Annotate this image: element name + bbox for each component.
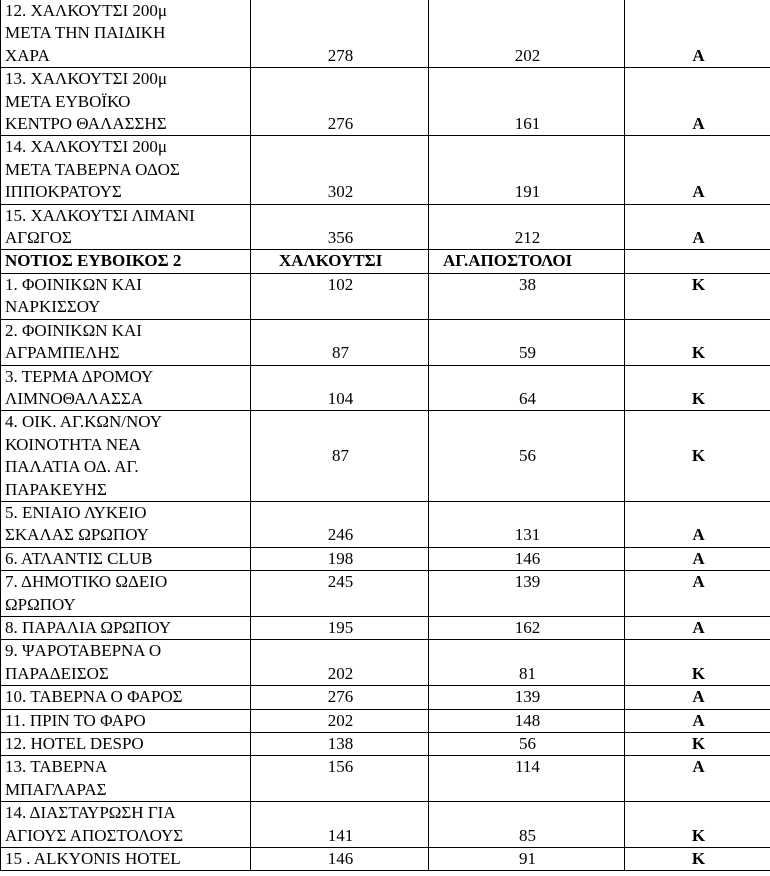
table-row <box>1 136 770 204</box>
class-header-cell <box>625 250 770 273</box>
ag-apostoloi-value-cell: 56 <box>429 733 625 756</box>
class-cell: Α <box>625 0 770 68</box>
class-cell: Α <box>625 204 770 250</box>
table-row <box>1 686 770 709</box>
table-row <box>1 802 770 848</box>
station-name-cell: 14. ΧΑΛΚΟΥΤΣΙ 200μ ΜΕΤΑ ΤΑΒΕΡΝΑ ΟΔΟΣ ΙΠΠΟΚΡΑΤΟΥΣ <box>1 136 251 204</box>
chalkoutsi-value-cell: 195 <box>251 616 429 639</box>
station-name-cell: 3. ΤΕΡΜΑ ΔΡΟΜΟΥ ΛΙΜΝΟΘΑΛΑΣΣΑ <box>1 365 251 411</box>
ag-apostoloi-value-cell: 59 <box>429 319 625 365</box>
class-cell: Κ <box>625 411 770 502</box>
station-name-cell: 15 . ALKYONIS HOTEL <box>1 848 251 871</box>
station-name-cell: 5. ΕΝΙΑΙΟ ΛΥΚΕΙΟ ΣΚΑΛΑΣ ΩΡΩΠΟΥ <box>1 501 251 547</box>
class-cell: Α <box>625 616 770 639</box>
ag-apostoloi-value-cell: 91 <box>429 848 625 871</box>
class-cell: Κ <box>625 848 770 871</box>
table-row <box>1 0 770 68</box>
ag-apostoloi-value-cell: 212 <box>429 204 625 250</box>
chalkoutsi-value-cell: 276 <box>251 686 429 709</box>
station-name-cell: 9. ΨΑΡΟΤΑΒΕΡΝΑ Ο ΠΑΡΑΔΕΙΣΟΣ <box>1 640 251 686</box>
table-row <box>1 848 770 871</box>
chalkoutsi-value-cell: 198 <box>251 547 429 570</box>
table-row <box>1 319 770 365</box>
chalkoutsi-value-cell: 202 <box>251 640 429 686</box>
class-cell: Κ <box>625 319 770 365</box>
table-row <box>1 709 770 732</box>
table-row <box>1 733 770 756</box>
chalkoutsi-value-cell: 156 <box>251 756 429 802</box>
ag-apostoloi-value-cell: 38 <box>429 273 625 319</box>
station-name-cell: 13. ΤΑΒΕΡΝΑ ΜΠΑΓΛΑΡΑΣ <box>1 756 251 802</box>
chalkoutsi-value-cell: 102 <box>251 273 429 319</box>
class-cell: Α <box>625 136 770 204</box>
class-cell: Α <box>625 547 770 570</box>
table-row <box>1 411 770 502</box>
class-cell: Α <box>625 709 770 732</box>
chalkoutsi-value-cell: 202 <box>251 709 429 732</box>
table-row <box>1 273 770 319</box>
ag-apostoloi-value-cell: 114 <box>429 756 625 802</box>
table-row <box>1 756 770 802</box>
ag-apostoloi-value-cell: 161 <box>429 68 625 136</box>
class-cell: Α <box>625 501 770 547</box>
class-cell: Κ <box>625 802 770 848</box>
ag-apostoloi-value-cell: 148 <box>429 709 625 732</box>
ag-apostoloi-value-cell: 139 <box>429 571 625 617</box>
ag-apostoloi-value-cell: 146 <box>429 547 625 570</box>
chalkoutsi-value-cell: 246 <box>251 501 429 547</box>
chalkoutsi-value-cell: 87 <box>251 319 429 365</box>
station-name-cell: 4. ΟΙΚ. ΑΓ.ΚΩΝ/ΝΟΥ ΚΟΙΝΟΤΗΤΑ ΝΕΑ ΠΑΛΑΤΙΑ ΟΔ. ΑΓ. ΠΑΡΑΚΕΥΗΣ <box>1 411 251 502</box>
ag-apostoloi-value-cell: 81 <box>429 640 625 686</box>
station-name-cell: 6. ΑΤΛΑΝΤΙΣ CLUB <box>1 547 251 570</box>
section-title: ΝΟΤΙΟΣ ΕΥΒΟΙΚΟΣ 2 <box>1 250 251 273</box>
table-body <box>1 0 770 871</box>
class-cell: Κ <box>625 640 770 686</box>
chalkoutsi-value-cell: 138 <box>251 733 429 756</box>
chalkoutsi-value-cell: 302 <box>251 136 429 204</box>
station-name-cell: 10. ΤΑΒΕΡΝΑ Ο ΦΑΡΟΣ <box>1 686 251 709</box>
class-cell: Α <box>625 756 770 802</box>
station-name-cell: 1. ΦΟΙΝΙΚΩΝ ΚΑΙ ΝΑΡΚΙΣΣΟΥ <box>1 273 251 319</box>
chalkoutsi-value-cell: 146 <box>251 848 429 871</box>
table-row <box>1 640 770 686</box>
station-name-cell: 13. ΧΑΛΚΟΥΤΣΙ 200μ ΜΕΤΑ ΕΥΒΟΪΚΟ ΚΕΝΤΡΟ ΘΑΛΑΣΣΗΣ <box>1 68 251 136</box>
chalkoutsi-value-cell: 104 <box>251 365 429 411</box>
table-row <box>1 501 770 547</box>
table-row <box>1 204 770 250</box>
column-header-ag-apostoloi: ΑΓ.ΑΠΟΣΤΟΛΟΙ <box>429 250 625 273</box>
class-cell: Α <box>625 686 770 709</box>
ag-apostoloi-value-cell: 139 <box>429 686 625 709</box>
ag-apostoloi-value-cell: 191 <box>429 136 625 204</box>
ag-apostoloi-value-cell: 85 <box>429 802 625 848</box>
table-row <box>1 616 770 639</box>
chalkoutsi-value-cell: 141 <box>251 802 429 848</box>
ag-apostoloi-value-cell: 64 <box>429 365 625 411</box>
station-name-cell: 12. ΧΑΛΚΟΥΤΣΙ 200μ ΜΕΤΑ ΤΗΝ ΠΑΙΔΙΚΗ ΧΑΡΑ <box>1 0 251 68</box>
ag-apostoloi-value-cell: 162 <box>429 616 625 639</box>
section-header-row <box>1 250 770 273</box>
chalkoutsi-value-cell: 278 <box>251 0 429 68</box>
table-row <box>1 547 770 570</box>
station-name-cell: 8. ΠΑΡΑΛΙΑ ΩΡΩΠΟΥ <box>1 616 251 639</box>
ag-apostoloi-value-cell: 131 <box>429 501 625 547</box>
class-cell: Κ <box>625 365 770 411</box>
class-cell: Α <box>625 571 770 617</box>
chalkoutsi-value-cell: 87 <box>251 411 429 502</box>
table-row <box>1 68 770 136</box>
station-name-cell: 7. ΔΗΜΟΤΙΚΟ ΩΔΕΙΟ ΩΡΩΠΟΥ <box>1 571 251 617</box>
class-cell: Κ <box>625 273 770 319</box>
ag-apostoloi-value-cell: 56 <box>429 411 625 502</box>
station-name-cell: 11. ΠΡΙΝ ΤΟ ΦΑΡΟ <box>1 709 251 732</box>
column-header-chalkoutsi: ΧΑΛΚΟΥΤΣΙ <box>251 250 429 273</box>
table-row <box>1 571 770 617</box>
table-row <box>1 365 770 411</box>
station-name-cell: 12. HOTEL DESPO <box>1 733 251 756</box>
station-name-cell: 14. ΔΙΑΣΤΑΥΡΩΣΗ ΓΙΑ ΑΓΙΟΥΣ ΑΠΟΣΤΟΛΟΥΣ <box>1 802 251 848</box>
class-cell: Κ <box>625 733 770 756</box>
chalkoutsi-value-cell: 356 <box>251 204 429 250</box>
ag-apostoloi-value-cell: 202 <box>429 0 625 68</box>
station-name-cell: 15. ΧΑΛΚΟΥΤΣΙ ΛΙΜΑΝΙ ΑΓΩΓΟΣ <box>1 204 251 250</box>
chalkoutsi-value-cell: 245 <box>251 571 429 617</box>
chalkoutsi-value-cell: 276 <box>251 68 429 136</box>
class-cell: Α <box>625 68 770 136</box>
station-name-cell: 2. ΦΟΙΝΙΚΩΝ ΚΑΙ ΑΓΡΑΜΠΕΛΗΣ <box>1 319 251 365</box>
